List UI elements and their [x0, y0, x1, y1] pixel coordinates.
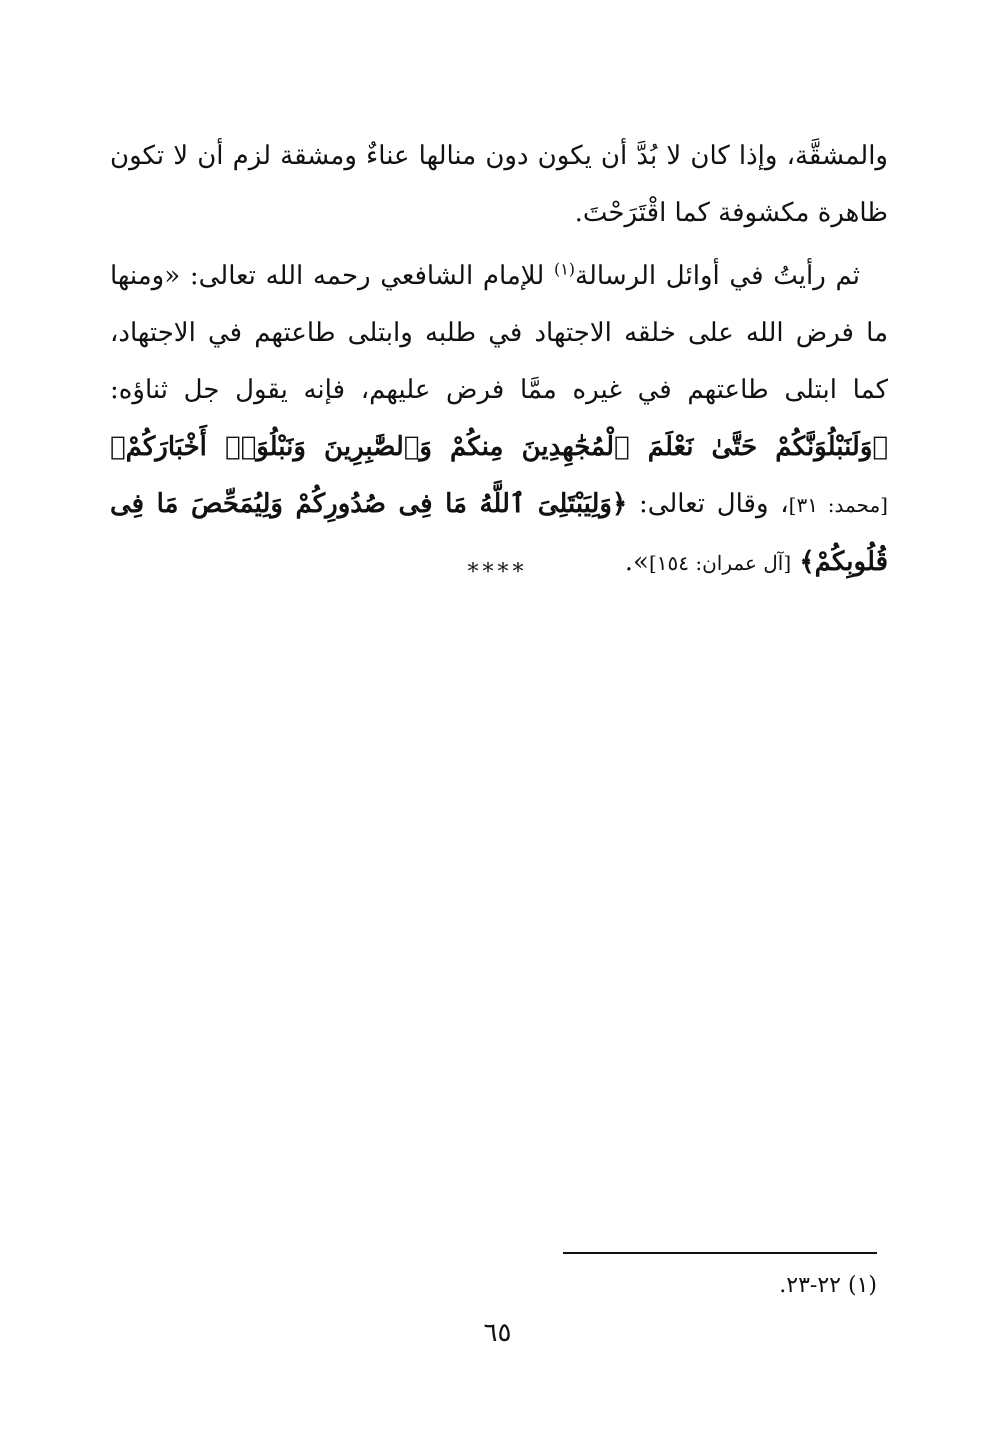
- paragraph-2-intro: ثم رأيتُ في أوائل الرسالة: [575, 261, 860, 291]
- quran-verse-1: ﴿وَلَنَبْلُوَنَّكُمْ حَتَّىٰ نَعْلَمَ ٱلْمُجَٰهِدِينَ مِنكُمْ وَٱلصَّٰبِرِينَ وَنَبْلُوَا۟ أَخْبَارَكُمْ﴾: [110, 432, 888, 462]
- section-separator: ****: [467, 560, 528, 585]
- paragraph-2-connector: ، وقال تعالى:: [627, 489, 789, 519]
- verse-1-reference: [محمد: ٣١]: [788, 493, 888, 517]
- quote-closing: ».: [624, 547, 649, 577]
- main-text: [110, 128, 888, 592]
- quran-verse-2: ﴿وَلِيَبْتَلِىَ ٱللَّهُ مَا فِى صُدُورِكُمْ وَلِيُمَحِّصَ مَا فِى قُلُوبِكُمْ﴾: [110, 489, 888, 577]
- paragraph-1-text: والمشقَّة، وإذا كان لا بُدَّ أن يكون دون منالها عناءٌ ومشقة لزم أن لا تكون ظاهرة مكشوفة كما اقْتَرَحْتَ.: [110, 141, 888, 228]
- paragraph-2-quote: للإمام الشافعي رحمه الله تعالى: «ومنها ما فرض الله على خلقه الاجتهاد في طلبه وابتلى طاعتهم في الاجتهاد، كما ابتلى طاعتهم في غيره ممَّا فرض عليهم، فإنه يقول جل ثناؤه:: [110, 261, 888, 405]
- footnote: (١) ٢٢-٢٣.: [779, 1273, 877, 1298]
- paragraph-1: [110, 128, 888, 242]
- footnote-marker[interactable]: (١): [553, 259, 576, 279]
- verse-2-reference: [آل عمران: ١٥٤]: [648, 551, 792, 575]
- footnote-rule: [563, 1252, 877, 1254]
- paragraph-2: [110, 248, 888, 592]
- page-number: ٦٥: [483, 1318, 512, 1348]
